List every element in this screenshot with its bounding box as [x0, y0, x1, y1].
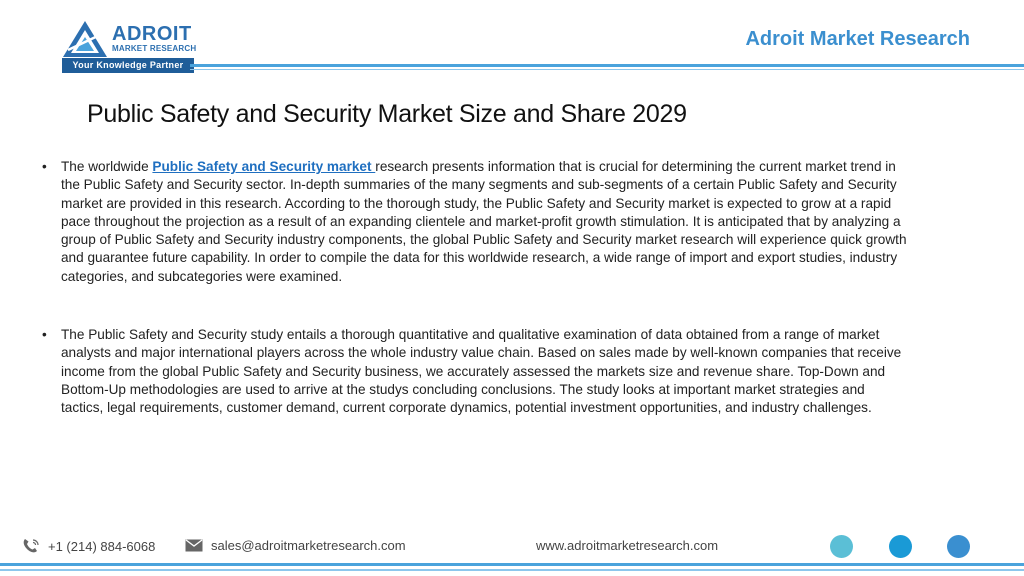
bullet-text-body: The Public Safety and Security study entails a thorough quantitative and qualitative examination of data obtained from a range of market analysts and major international players across the whole industry value chain. Based on sales made by well-known companies that receive income from the global Public Safety and Security business, we accurately assessed the markets size and revenue share. Top-Down and Bottom-Up methodologies are used to arrive at the studys concluding conclusions. The study looks at important market strategies and tactics, legal requirements, customer demand, current corporate dynamics, potential investment opportunities, and industry challenges. [61, 327, 902, 416]
page-title: Public Safety and Security Market Size and Share 2029 [87, 100, 687, 128]
decor-circle [947, 535, 970, 558]
bullet-text-prefix: The worldwide [61, 159, 153, 174]
footer-email[interactable] [185, 538, 406, 553]
envelope-icon [185, 539, 203, 552]
logo-subtitle: MARKET RESEARCH [112, 44, 197, 53]
phone-icon [22, 538, 40, 554]
footer-divider-thin [0, 569, 1024, 571]
logo-tagline: Your Knowledge Partner [62, 58, 194, 73]
bullet-list [40, 158, 910, 418]
bullet-item [40, 158, 910, 286]
header-divider-thin [190, 69, 1024, 70]
bullet-item [40, 326, 910, 417]
footer-phone[interactable] [22, 538, 155, 554]
footer-website[interactable] [536, 538, 718, 553]
logo-name: ADROIT [112, 23, 192, 45]
header-divider [190, 64, 1024, 67]
company-logo [62, 20, 197, 75]
header-brand: Adroit Market Research [745, 28, 970, 50]
logo-mark-icon [62, 20, 108, 58]
market-report-link[interactable]: Public Safety and Security market [152, 159, 376, 174]
decor-circle [830, 535, 853, 558]
bullet-marker: • [42, 159, 47, 174]
website-url: www.adroitmarketresearch.com [536, 538, 719, 553]
footer-divider [0, 563, 1024, 566]
bullet-marker: • [42, 327, 47, 343]
email-address: sales@adroitmarketresearch.com [211, 538, 406, 553]
decor-circle [889, 535, 912, 558]
bullet-text-body: research presents information that is crucial for determining the current market trend in the Public Safety and Security sector. In-depth summaries of the many segments and sub-segments of a certain Public Safety and Security market are provided in this research. According to the thorough study, the Public Safety and Security market is expected to grow at a rapid pace throughout the projection as a result of an expanding clientele and market-profit growth stimulation. It is anticipated that by analyzing a group of Public Safety and Security industry components, the global Public Safety and Security market research will experience quick growth and guarantee future capability. In order to compile the data for this worldwide research, a wide range of import and export studies, industry categories, and subcategories were examined. [61, 159, 907, 284]
phone-number: +1 (214) 884-6068 [48, 538, 156, 554]
